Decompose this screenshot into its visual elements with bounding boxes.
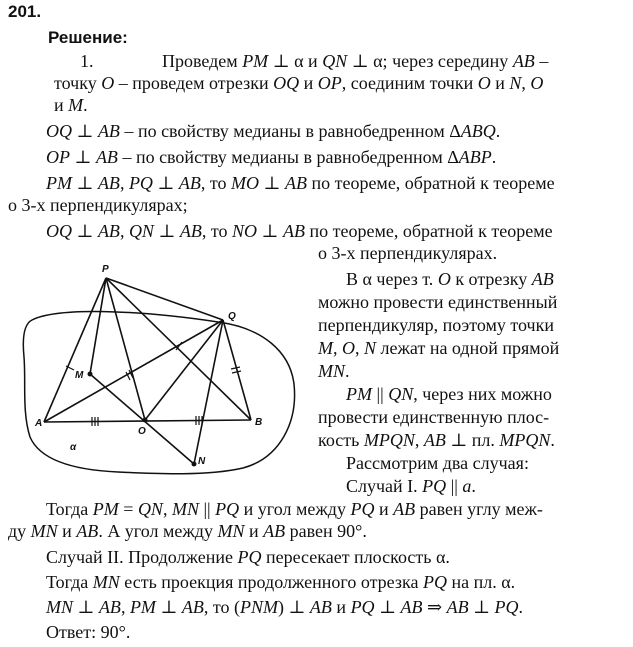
text-line-12: перпендикуляр, поэтому точки: [318, 315, 554, 335]
point-N: [192, 462, 197, 467]
segment-PB: [106, 278, 251, 420]
segment-PO: [106, 278, 145, 420]
segment-QB: [223, 320, 251, 420]
geometry-figure: [18, 262, 308, 477]
segment-AB: [44, 420, 251, 422]
point-O: [143, 418, 148, 423]
label-Q: Q: [228, 311, 236, 322]
text-line-23: Тогда MN есть проекция продолженного отрезка PQ на пл. α.: [46, 572, 516, 592]
label-B: B: [255, 417, 263, 428]
segment-PQ: [106, 278, 223, 320]
text-line-22: Случай II. Продолжение PQ пересекает плоскость α.: [46, 547, 450, 567]
text-line-5: OP ⊥ AB – по свойству медианы в равнобедренном ΔABP.: [46, 147, 497, 167]
point-M: [88, 372, 93, 377]
text-line-11: можно провести единственный: [318, 292, 558, 312]
text-line-13: M, O, N лежат на одной прямой: [318, 338, 560, 358]
segment-PA: [44, 278, 106, 422]
text-line-15: PM || QN, через них можно: [346, 384, 552, 404]
label-A: A: [35, 418, 43, 429]
label-N: N: [198, 456, 206, 467]
label-M: M: [75, 370, 84, 381]
text-line-10: В α через т. O к отрезку AB: [346, 269, 554, 289]
text-line-17: кость MPQN, AB ⊥ пл. MPQN.: [318, 430, 555, 450]
text-line-4: OQ ⊥ AB – по свойству медианы в равнобедренном ΔABQ.: [46, 121, 501, 141]
label-alpha: α: [70, 442, 77, 453]
text-line-14: MN.: [318, 361, 350, 381]
text-line-3: и M.: [54, 95, 88, 115]
plane-alpha-outline: [23, 312, 294, 474]
text-line-18: Рассмотрим два случая:: [346, 453, 529, 473]
text-line-16: провести единственную плос-: [318, 407, 550, 427]
segment-QA: [44, 320, 223, 422]
tick-QB-2: [232, 371, 241, 373]
text-line-8: OQ ⊥ AB, QN ⊥ AB, то NO ⊥ AB по теореме, обратной к теореме: [46, 221, 553, 241]
segment-MN: [90, 374, 194, 464]
label-O: O: [138, 426, 146, 437]
segment-PM: [90, 278, 106, 374]
label-P: P: [102, 264, 109, 275]
text-line-7: о 3-х перпендикулярах;: [8, 195, 188, 215]
text-line-21: ду MN и AB. А угол между MN и AB равен 90°.: [8, 521, 367, 541]
text-line-20: Тогда PM = QN, MN || PQ и угол между PQ и AB равен углу меж-: [46, 499, 543, 519]
solution-heading: Решение:: [48, 28, 128, 47]
text-line-2: точку O – проведем отрезки OQ и OP, соединим точки O и N, O: [54, 73, 544, 93]
text-line-24: MN ⊥ AB, PM ⊥ AB, то (PNM) ⊥ AB и PQ ⊥ AB ⇒ AB ⊥ PQ.: [46, 597, 524, 617]
text-line-1: 1. Проведем PM ⊥ α и QN ⊥ α; через середину AB –: [80, 51, 549, 71]
segment-QN: [194, 320, 223, 464]
problem-number: 201.: [8, 2, 42, 21]
text-line-9: о 3-х перпендикулярах.: [318, 243, 498, 263]
text-line-19: Случай I. PQ || a.: [346, 476, 476, 496]
text-line-6: PM ⊥ AB, PQ ⊥ AB, то MO ⊥ AB по теореме, обратной к теореме: [46, 173, 555, 193]
segment-QO: [145, 320, 223, 420]
text-line-25: Ответ: 90°.: [46, 622, 131, 642]
